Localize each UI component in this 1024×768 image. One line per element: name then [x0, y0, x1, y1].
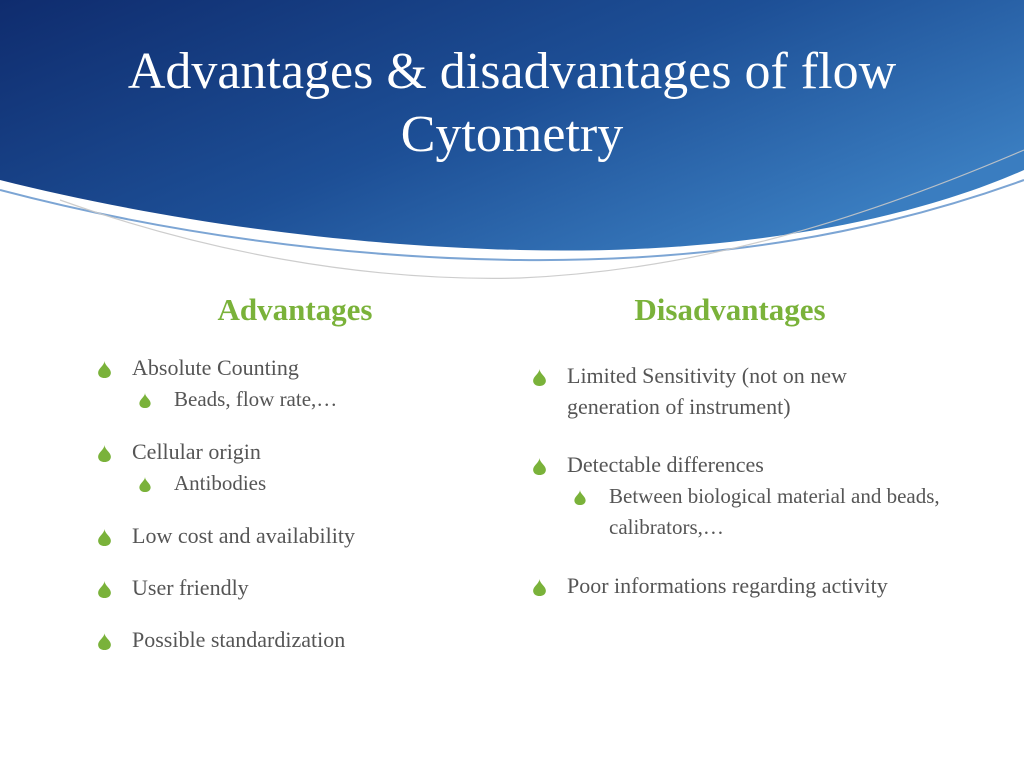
advantage-item-text: Absolute Counting — [132, 355, 299, 380]
leaf-drop-icon — [98, 633, 111, 650]
slide-title-line-1: Advantages & disadvantages of flow — [127, 43, 897, 100]
leaf-drop-icon — [98, 529, 111, 546]
advantage-item — [90, 520, 420, 551]
slide-title-line-2: Cytometry — [400, 106, 624, 163]
leaf-drop-icon — [533, 369, 546, 386]
disadvantages-list — [525, 360, 945, 628]
advantage-subitem — [132, 384, 420, 415]
disadvantage-item — [525, 360, 945, 422]
advantage-item — [90, 624, 420, 655]
leaf-drop-icon — [98, 445, 111, 462]
advantage-item — [90, 436, 420, 499]
disadvantages-heading: Disadvantages — [634, 292, 826, 327]
leaf-drop-icon — [533, 458, 546, 475]
disadvantage-sublist — [567, 481, 945, 543]
disadvantage-item — [525, 449, 945, 543]
leaf-drop-icon — [574, 490, 586, 505]
advantage-item-text: User friendly — [132, 575, 249, 600]
leaf-drop-icon — [533, 579, 546, 596]
leaf-drop-icon — [98, 361, 111, 378]
disadvantage-subitem-text: Between biological material and beads, calibrators,… — [609, 484, 940, 539]
advantages-heading: Advantages — [217, 292, 373, 327]
leaf-drop-icon — [139, 393, 151, 408]
disadvantage-item-text: Poor informations regarding activity — [567, 573, 888, 598]
advantage-subitem-text: Beads, flow rate,… — [174, 387, 338, 411]
disadvantage-subitem — [567, 481, 945, 543]
disadvantage-item-text: Detectable differences — [567, 452, 764, 477]
disadvantage-item-text: Limited Sensitivity (not on new generation of instrument) — [567, 363, 847, 419]
advantage-subitem — [132, 468, 420, 499]
advantage-item — [90, 572, 420, 603]
disadvantage-item — [525, 570, 945, 601]
advantage-item — [90, 352, 420, 415]
slide-title — [0, 40, 1024, 166]
advantage-sublist — [132, 468, 420, 499]
advantage-subitem-text: Antibodies — [174, 471, 267, 495]
advantage-sublist — [132, 384, 420, 415]
advantage-item-text: Low cost and availability — [132, 523, 355, 548]
advantage-item-text: Cellular origin — [132, 439, 261, 464]
advantages-list — [90, 352, 420, 676]
advantage-item-text: Possible standardization — [132, 627, 346, 652]
leaf-drop-icon — [98, 581, 111, 598]
leaf-drop-icon — [139, 477, 151, 492]
